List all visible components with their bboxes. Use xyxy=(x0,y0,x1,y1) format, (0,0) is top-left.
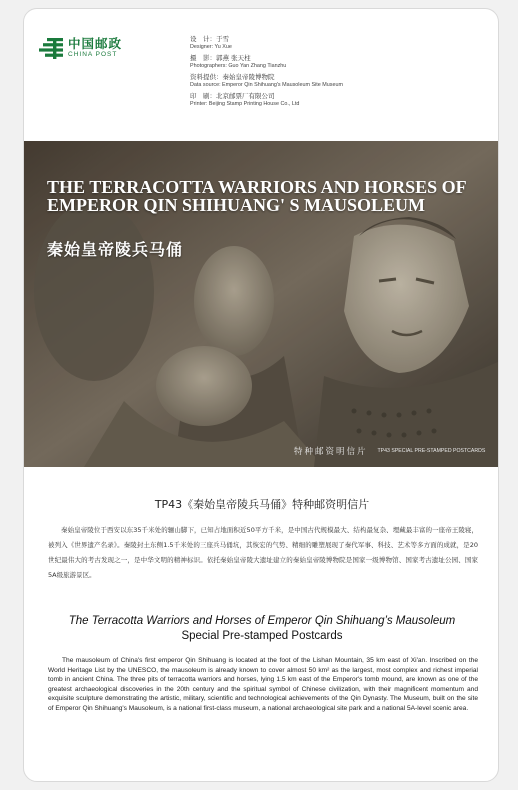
credit-en: Designer: Yu Xue xyxy=(190,44,232,50)
paragraph-cn: 秦始皇帝陵位于西安以东35千米处的骊山脚下，已知占地面积近50平方千米，是中国古代规模最大、结构最复杂、埋藏最丰富的一座帝王陵寝，被列入《世界遗产名录》。秦陵封土东侧1.5千米处的三座兵马俑坑，其恢宏的气势、精细的雕塑展现了秦代军事、科技、艺术等多方面的成就，是20世纪最伟大的考古发现之一，是中华文明的精神标识。依托秦始皇帝陵大遗址建立的秦始皇帝陵博物院是国家一级博物馆、国家考古遗址公园、国家5A级旅游景区。 xyxy=(48,526,478,579)
china-post-emblem-icon xyxy=(38,35,64,61)
photo-title-en: THE TERRACOTTA WARRIORS AND HORSES OF EMPEROR QIN SHIHUANG' S MAUSOLEUM xyxy=(47,177,466,215)
credit-cn: 摄 影：郭燕 张天柱 xyxy=(190,54,251,62)
brand-name-en: CHINA POST xyxy=(68,51,118,58)
china-post-logo xyxy=(38,33,158,63)
section-title-en-line2: Special Pre-stamped Postcards xyxy=(181,630,343,642)
credit-en: Printer: Beijing Stamp Printing House Co., Ltd xyxy=(190,101,300,107)
credit-photographers xyxy=(190,54,480,70)
credit-cn: 设 计：于雪 xyxy=(190,35,229,43)
section-title-en xyxy=(34,614,490,644)
credit-printer xyxy=(190,92,480,108)
section-title-cn: TP43《秦始皇帝陵兵马俑》特种邮资明信片 xyxy=(154,498,370,511)
brand-name-cn: 中国邮政 xyxy=(68,35,123,51)
credit-cn: 印 刷：北京邮票厂有限公司 xyxy=(190,92,275,100)
credit-en: Photographers: Guo Yan Zhang Tianzhu xyxy=(190,63,287,69)
credit-cn: 资料提供：秦始皇帝陵博物院 xyxy=(190,73,275,81)
badge-cn: 特种邮资明信片 xyxy=(294,447,368,457)
credits-block xyxy=(190,35,480,111)
paragraph-en: The mausoleum of China's first emperor Qin Shihuang is located at the foot of the Lishan Mountain, 35 km east of Xi'an. Inscribed on the World Heritage List by the UNESCO, the mausoleum is already known to cover almost 50 km² as the largest, most complex and richest imperial tomb in ancient China. The three pits of terracotta warriors and horses, lying 1.5 km east of the Emperor's tomb mound, are known as one of the greatest archaeological discoveries in the 20th century and the spiritual symbol of Chinese civilization, with their magnificent momentum and exquisite sculpture demonstrating the artistic, military, scientific and technological achievements of the Qin Dynasty. The Museum, built on the site of Emperor Qin Shihuang's Mausoleum, is a national first-class museum, a national archaeological site park and a national 5A-level scenic area. xyxy=(48,657,478,712)
postcard-series-badge xyxy=(294,443,494,459)
credit-designer xyxy=(190,35,480,51)
badge-en: TP43 SPECIAL PRE-STAMPED POSTCARDS xyxy=(377,448,486,454)
section-title-en-line1: The Terracotta Warriors and Horses of Emperor Qin Shihuang’s Mausoleum xyxy=(68,615,456,627)
photo-title-cn: 秦始皇帝陵兵马俑 xyxy=(47,240,184,259)
terracotta-photo xyxy=(24,141,499,467)
credit-data-source xyxy=(190,73,480,89)
postcard-sheet xyxy=(23,8,499,782)
credit-en: Data source: Emperor Qin Shihuang's Mausoleum Site Museum xyxy=(190,82,343,88)
